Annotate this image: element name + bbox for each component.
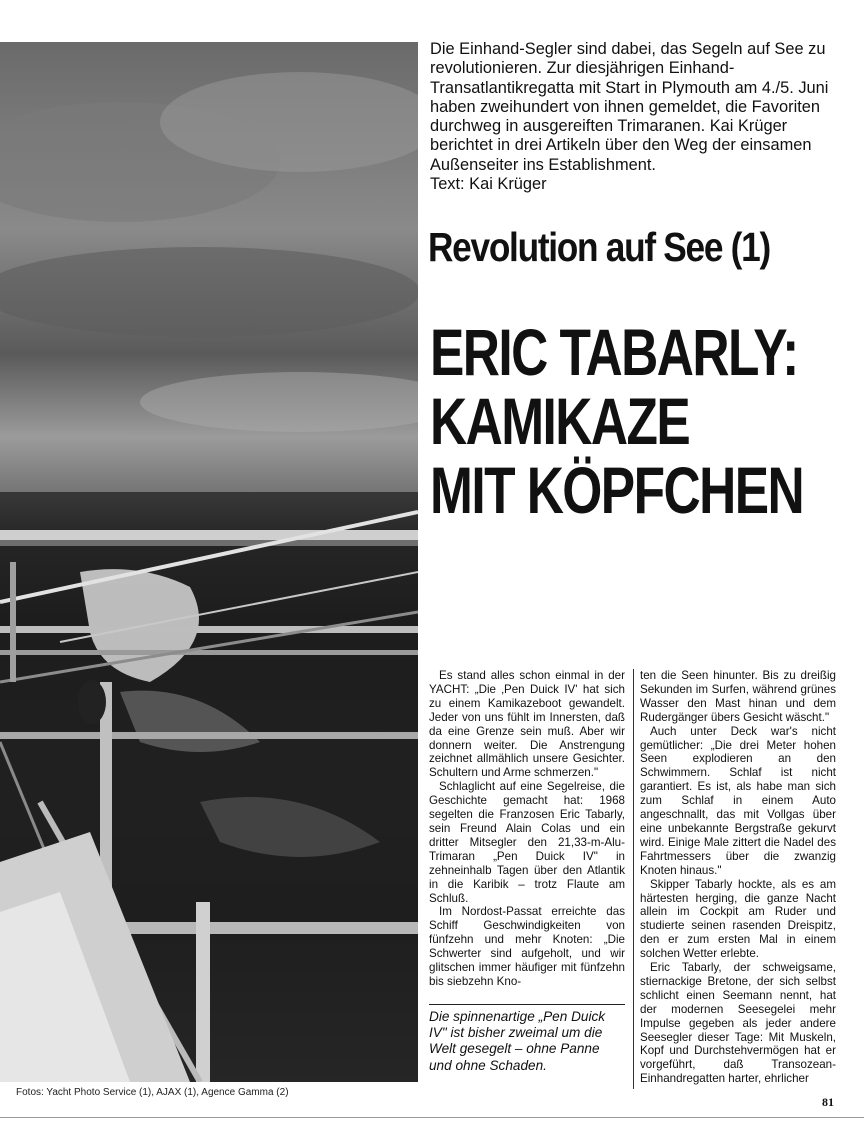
body-column-2 [640,669,836,1086]
photo-credits: Fotos: Yacht Photo Service (1), AJAX (1), Agence Gamma (2) [16,1087,289,1098]
headline-line-1: ERIC TABARLY: [430,315,798,389]
column1-paragraph: Im Nordost-Passat erreichte das Schiff Geschwindigkeiten von fünfzehn und mehr Knoten: „Die Schwerter sind aufgeholt, und wir glitschen immer häufiger mit fünfzehn bis siebzehn Kno- [429,905,625,988]
body-column-1 [429,669,625,989]
photo-illustration [0,42,418,1082]
column-divider [633,669,634,1089]
headline-line-3: MIT KÖPFCHEN [430,453,804,527]
column1-paragraph: Es stand alles schon einmal in der YACHT: „Die ‚Pen Duick IV' hat sich zu einem Kamikazeboot gewandelt. Jeder von uns fühlt im Innersten, daß da eine Grenze sein muß. Aber wir donnern weiter. Die Anstrengung zeichnet allmählich unsere Gesichter. Schultern und Arme schmerzen." [429,669,625,780]
intro-byline: Text: Kai Krüger [430,175,547,194]
photo-caption: Die spinnenartige „Pen Duick IV" ist bisher zweimal um die Welt gesegelt – ohne Panne und ohne Schaden. [429,1004,625,1074]
intro-standfirst [430,40,840,194]
intro-text: Die Einhand-Segler sind dabei, das Segeln auf See zu revolutionieren. Zur diesjährigen Einhand-Transatlantikregatta mit Start in Plymouth am 4./5. Juni haben zweihundert von ihnen gemeldet, die Favoriten durchweg in ausgereiften Trimaranen. Kai Krüger berichtet in drei Artikeln über den Weg der einsamen Außenseiter ins Establishment. [430,40,829,174]
page-number: 81 [822,1095,834,1109]
bottom-rule [0,1117,864,1118]
column2-paragraph: Eric Tabarly, der schweigsame, stiernackige Bretone, der sich selbst schlicht einen Seemann nennt, hat der modernen Seesegelei mehr Impulse gegeben als jeder andere Seesegler dieser Tage: Mit Muskeln, Kopf und Durchstehvermögen hat er vorgeführt, daß Transozean-Einhandregatten harter, ehrlicher [640,961,836,1086]
column2-paragraph: Auch unter Deck war's nicht gemütlicher: „Die drei Meter hohen Seen explodieren an den Schwimmern. Schlaf ist nicht garantiert. Es ist, als habe man sich zum Schlaf in einem Auto angeschnallt, das mit Vollgas über eine unbekannte Bergstraße gekurvt wird. Einige Male zittert die Nadel des Fahrtmessers über die zwanzig Knoten hinaus." [640,724,836,877]
column1-paragraph: Schlaglicht auf eine Segelreise, die Geschichte gemacht hat: 1968 segelten die Franzosen Eric Tabarly, sein Freund Alain Colas und ein dritter Mitsegler den 21,33-m-Alu-Trimaran „Pen Duick IV" in zehneinhalb Tagen über den Atlantik in die Karibik – trotz Flaute am Schluß. [429,780,625,905]
column2-paragraph: Skipper Tabarly hockte, als es am härtesten herging, die ganze Nacht allein im Cockpit am Ruder und studierte seinen rasenden Dreispitz, den er zum ersten Mal in einem solchen Wetter erlebte. [640,877,836,961]
column2-paragraph: ten die Seen hinunter. Bis zu dreißig Sekunden im Surfen, während grünes Wasser den Mast hinan und dem Rudergänger übers Gesicht wäscht." [640,669,836,724]
article-headline [430,315,804,527]
series-kicker: Revolution auf See (1) [428,224,770,270]
headline-line-2: KAMIKAZE [430,384,690,458]
trimaran-photo [0,42,418,1082]
